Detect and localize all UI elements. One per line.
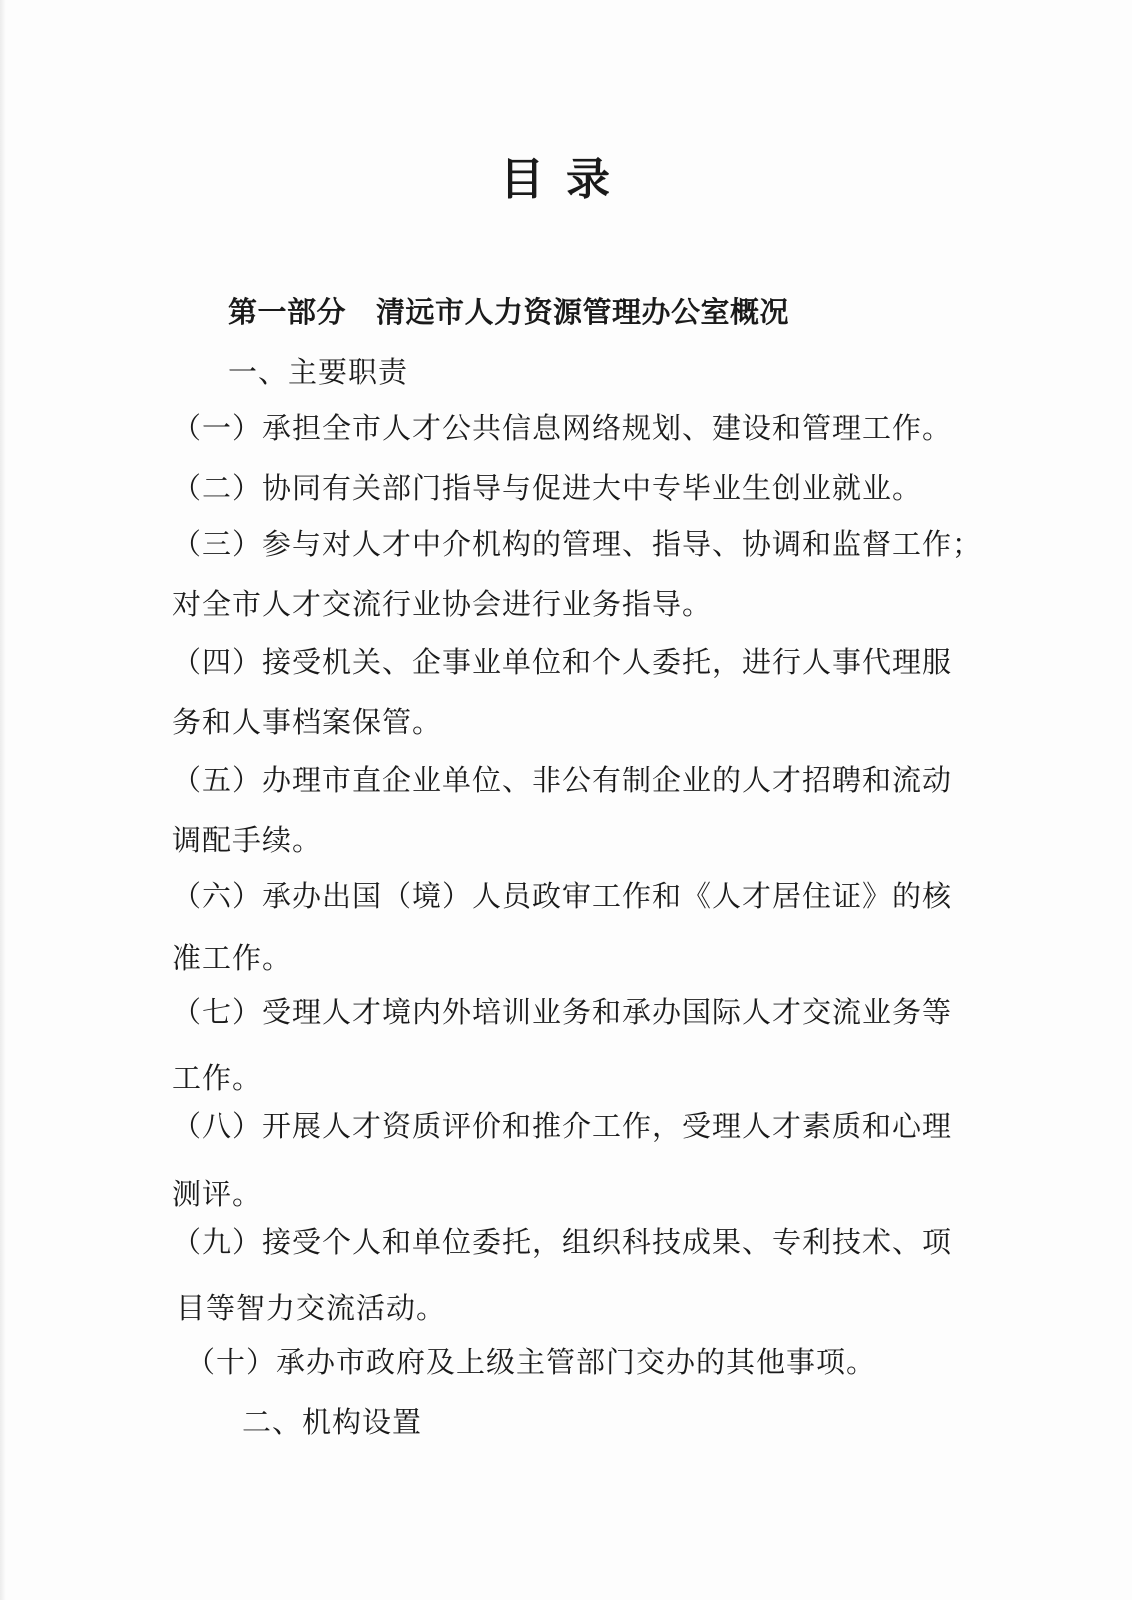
- duty-line-9: （九）接受个人和单位委托，组织科技成果、专利技术、项: [172, 1225, 953, 1259]
- duty-line-6-cont: 准工作。: [172, 941, 293, 975]
- duty-line-3: （三）参与对人才中介机构的管理、指导、协调和监督工作；: [172, 527, 983, 561]
- page-title: 目录: [500, 154, 632, 205]
- section-heading-duties: 一、主要职责: [228, 355, 409, 389]
- duty-line-7: （七）受理人才境内外培训业务和承办国际人才交流业务等: [172, 995, 953, 1029]
- duty-line-8: （八）开展人才资质评价和推介工作，受理人才素质和心理: [172, 1109, 953, 1143]
- duty-line-10: （十）承办市政府及上级主管部门交办的其他事项。: [186, 1345, 877, 1379]
- duty-line-9-cont: 目等智力交流活动。: [176, 1291, 447, 1325]
- duty-line-4-cont: 务和人事档案保管。: [172, 705, 443, 739]
- part-number: 第一部分: [228, 295, 347, 329]
- duty-line-8-cont: 测评。: [172, 1177, 263, 1211]
- duty-line-3-cont: 对全市人才交流行业协会进行业务指导。: [172, 587, 713, 621]
- part-title: 清远市人力资源管理办公室概况: [376, 295, 790, 329]
- section-heading-structure: 二、机构设置: [242, 1405, 423, 1439]
- duty-line-6: （六）承办出国（境）人员政审工作和《人才居住证》的核: [172, 879, 953, 913]
- duty-line-4: （四）接受机关、企事业单位和个人委托，进行人事代理服: [172, 645, 953, 679]
- duty-line-5-cont: 调配手续。: [172, 823, 323, 857]
- duty-line-7-cont: 工作。: [172, 1061, 263, 1095]
- scan-edge-shadow: [0, 0, 6, 1600]
- duty-line-2: （二）协同有关部门指导与促进大中专毕业生创业就业。: [172, 471, 923, 505]
- part-heading: [228, 292, 789, 332]
- duty-line-5: （五）办理市直企业单位、非公有制企业的人才招聘和流动: [172, 763, 953, 797]
- duty-line-1: （一）承担全市人才公共信息网络规划、建设和管理工作。: [172, 411, 953, 445]
